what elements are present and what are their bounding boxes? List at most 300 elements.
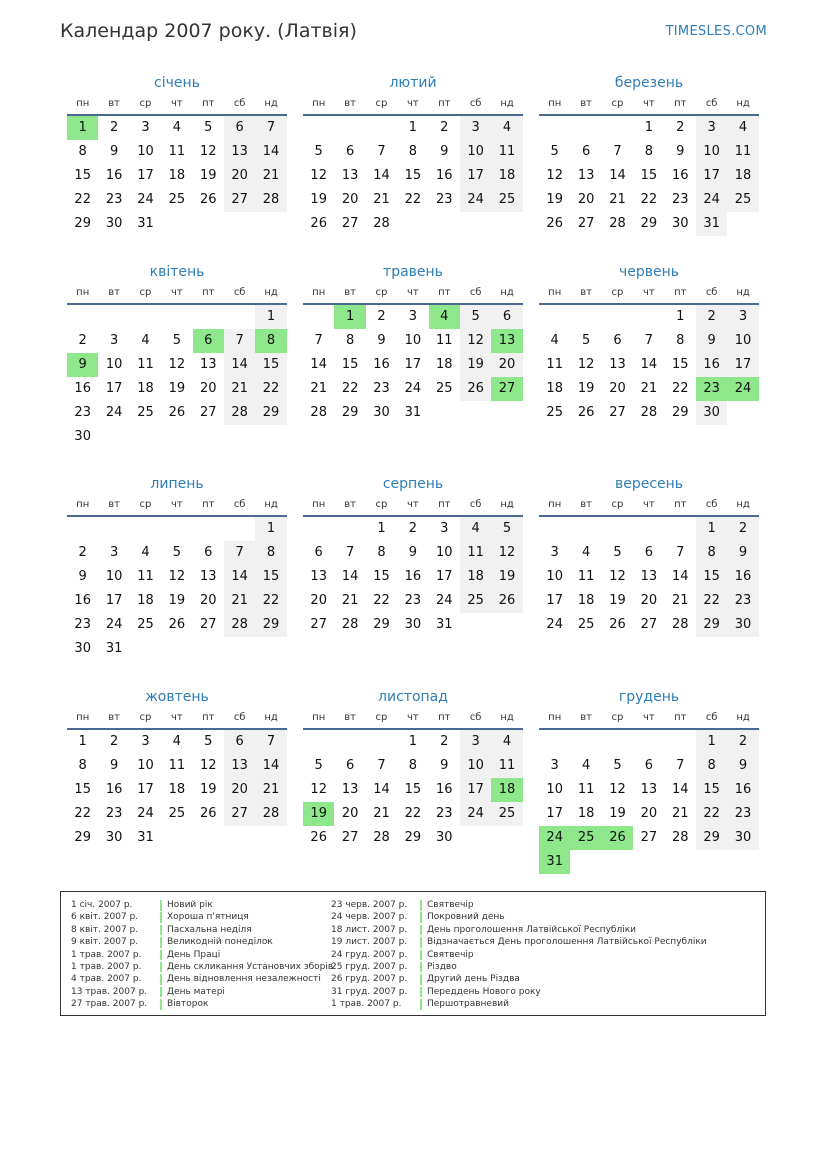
day-cell: 24 — [435, 593, 453, 608]
day-cell: 15 — [404, 782, 422, 797]
day-cell: 21 — [224, 377, 255, 401]
weekday-label: ср — [611, 287, 624, 298]
day-cell: 17 — [105, 593, 123, 608]
day-cell: 28 — [255, 188, 286, 212]
legend-marker — [420, 900, 422, 911]
day-cell: 7 — [676, 545, 685, 560]
weekday-label: пт — [202, 712, 215, 723]
weekday-label: сб — [469, 287, 482, 298]
day-cell: 4 — [581, 758, 591, 773]
day-cell: 6 — [345, 144, 355, 159]
legend-date: 23 черв. 2007 р. — [331, 900, 408, 910]
weekday-label: ср — [139, 499, 152, 510]
empty-cell — [193, 305, 224, 329]
day-cell: 25 — [727, 188, 758, 212]
day-cell: 7 — [255, 730, 286, 754]
day-cell: 26 — [491, 589, 522, 613]
weekday-label: пн — [76, 98, 90, 109]
day-cell: 24 — [404, 381, 422, 396]
day-cell: 19 — [609, 593, 626, 608]
day-cell: 3 — [460, 116, 491, 140]
weekday-label: вт — [580, 712, 592, 723]
legend-row — [331, 899, 681, 911]
day-cell: 8 — [345, 333, 355, 348]
day-cell: 2 — [727, 517, 758, 541]
weekday-label: чт — [407, 712, 419, 723]
weekday-label: вт — [580, 287, 592, 298]
day-cell: 28 — [255, 802, 286, 826]
empty-cell — [539, 116, 570, 140]
day-cell: 18 — [577, 806, 595, 821]
day-cell: 1 — [255, 305, 286, 329]
day-cell: 15 — [640, 168, 658, 183]
day-cell: 22 — [640, 192, 658, 207]
day-cell: 29 — [255, 613, 286, 637]
legend-marker — [420, 925, 422, 936]
day-cell: 9 — [440, 144, 449, 159]
weekday-header — [67, 283, 287, 305]
legend-column-right — [331, 899, 707, 1011]
day-cell: 23 — [435, 192, 453, 207]
day-cell: 13 — [640, 569, 658, 584]
month-2 — [303, 72, 523, 236]
empty-cell — [193, 517, 224, 541]
empty-cell — [303, 517, 334, 541]
day-cell: 1 — [377, 521, 386, 536]
day-cell: 20 — [341, 192, 359, 207]
day-cell: 12 — [491, 541, 522, 565]
day-cell: 21 — [255, 164, 286, 188]
day-cell: 21 — [671, 806, 689, 821]
day-cell: 5 — [581, 333, 591, 348]
day-cell: 12 — [168, 357, 186, 372]
day-cell: 21 — [224, 589, 255, 613]
legend-holiday-name: День матері — [167, 986, 225, 997]
day-cell: 8 — [78, 758, 87, 773]
empty-cell — [602, 305, 633, 329]
empty-cell — [633, 730, 664, 754]
day-cell: 8 — [644, 144, 653, 159]
day-cell: 11 — [577, 569, 595, 584]
day-cell: 13 — [640, 782, 658, 797]
day-cell: 27 — [310, 617, 327, 632]
day-cell: 12 — [609, 782, 626, 797]
day-cell: 16 — [74, 381, 91, 396]
legend-row — [331, 973, 681, 985]
day-cell: 27 — [609, 405, 626, 420]
day-cell: 9 — [109, 144, 119, 159]
weekday-label: ср — [611, 499, 624, 510]
day-cell: 20 — [640, 806, 658, 821]
legend-holiday-name: День скликання Установчих зборів — [167, 961, 334, 972]
day-cell: 9 — [78, 569, 87, 584]
day-cell: 21 — [310, 381, 327, 396]
days-grid — [303, 730, 523, 850]
weekday-header — [539, 283, 759, 305]
day-cell: 5 — [314, 144, 323, 159]
weekday-label: пт — [438, 499, 451, 510]
day-cell: 15 — [74, 782, 91, 797]
legend-holiday-name: Першотравневий — [427, 999, 509, 1010]
day-cell: 10 — [105, 357, 123, 372]
day-cell: 7 — [676, 758, 685, 773]
day-cell: 1 — [255, 517, 286, 541]
day-cell: 22 — [404, 806, 422, 821]
day-cell: 22 — [255, 377, 286, 401]
day-cell: 5 — [613, 545, 622, 560]
empty-cell — [570, 517, 601, 541]
day-cell: 2 — [440, 120, 449, 135]
day-cell: 4 — [172, 120, 181, 135]
weekday-label: сб — [233, 712, 246, 723]
weekday-label: сб — [233, 499, 246, 510]
empty-cell — [130, 517, 161, 541]
day-cell: 29 — [671, 405, 689, 420]
day-cell: 3 — [550, 758, 559, 773]
day-cell: 31 — [404, 405, 422, 420]
day-cell: 1 — [696, 517, 727, 541]
weekday-label: сб — [469, 712, 482, 723]
day-cell: 11 — [577, 782, 595, 797]
day-cell: 16 — [435, 168, 453, 183]
weekday-label: ср — [375, 499, 388, 510]
weekday-label: нд — [264, 499, 278, 510]
month-name: жовтень — [145, 689, 209, 705]
empty-cell — [602, 116, 633, 140]
day-cell: 30 — [74, 429, 91, 444]
day-cell: 25 — [460, 589, 491, 613]
day-cell: 27 — [341, 830, 359, 845]
day-cell: 3 — [460, 730, 491, 754]
empty-cell — [224, 305, 255, 329]
legend-marker — [160, 999, 162, 1010]
day-cell: 22 — [341, 381, 359, 396]
day-cell: 21 — [671, 593, 689, 608]
day-cell: 28 — [310, 405, 327, 420]
weekday-label: вт — [344, 712, 356, 723]
day-cell: 10 — [696, 140, 727, 164]
days-grid — [67, 517, 287, 661]
day-cell: 23 — [727, 589, 758, 613]
weekday-label: нд — [500, 98, 514, 109]
day-cell: 22 — [74, 806, 91, 821]
month-10 — [67, 686, 287, 850]
day-cell: 30 — [696, 401, 727, 425]
day-cell: 14 — [255, 140, 286, 164]
day-cell: 22 — [74, 192, 91, 207]
day-cell: 29 — [696, 613, 727, 637]
day-cell: 18 — [137, 381, 154, 396]
weekday-label: пт — [674, 712, 687, 723]
day-cell: 7 — [314, 333, 323, 348]
day-cell: 5 — [172, 545, 181, 560]
weekday-label: сб — [705, 98, 718, 109]
weekday-label: пт — [674, 499, 687, 510]
day-cell: 20 — [310, 593, 327, 608]
day-cell: 23 — [404, 593, 422, 608]
day-cell: 28 — [224, 401, 255, 425]
day-cell: 4 — [727, 116, 758, 140]
empty-cell — [303, 730, 334, 754]
day-cell: 17 — [105, 381, 123, 396]
day-cell: 5 — [204, 120, 213, 135]
day-cell: 11 — [137, 569, 154, 584]
day-cell: 3 — [408, 309, 417, 324]
day-cell: 20 — [224, 164, 255, 188]
day-cell: 17 — [546, 593, 563, 608]
weekday-label: вт — [344, 287, 356, 298]
day-cell: 1 — [408, 120, 417, 135]
day-cell: 7 — [224, 541, 255, 565]
day-cell: 19 — [491, 565, 522, 589]
legend-marker — [160, 974, 162, 985]
day-cell: 14 — [640, 357, 658, 372]
day-cell: 6 — [644, 758, 653, 773]
day-cell: 16 — [373, 357, 390, 372]
day-cell: 23 — [373, 381, 390, 396]
day-cell: 11 — [168, 758, 186, 773]
day-cell: 18 — [137, 593, 154, 608]
day-cell: 19 — [199, 782, 217, 797]
empty-cell — [570, 116, 601, 140]
holiday-day-cell: 23 — [696, 377, 727, 401]
day-cell: 4 — [550, 333, 559, 348]
day-cell: 4 — [581, 545, 591, 560]
weekday-header — [303, 708, 523, 730]
day-cell: 13 — [341, 168, 359, 183]
legend-date: 19 лист. 2007 р. — [331, 937, 408, 948]
month-9 — [539, 473, 759, 637]
weekday-header — [303, 283, 523, 305]
day-cell: 8 — [377, 545, 386, 560]
month-name: вересень — [614, 476, 684, 492]
day-cell: 23 — [671, 192, 689, 207]
day-cell: 5 — [204, 734, 213, 749]
legend-marker — [160, 912, 162, 923]
empty-cell — [130, 305, 161, 329]
weekday-label: нд — [264, 98, 278, 109]
weekday-header — [67, 708, 287, 730]
weekday-label: чт — [407, 287, 419, 298]
day-cell: 6 — [314, 545, 323, 560]
month-4 — [67, 261, 287, 449]
holiday-day-cell: 9 — [67, 353, 98, 377]
month-name: січень — [154, 75, 200, 91]
weekday-label: вт — [580, 98, 592, 109]
day-cell: 26 — [168, 617, 186, 632]
day-cell: 3 — [696, 116, 727, 140]
legend-row — [331, 936, 707, 948]
weekday-label: нд — [500, 712, 514, 723]
weekday-header — [539, 495, 759, 517]
day-cell: 28 — [373, 830, 390, 845]
day-cell: 31 — [435, 617, 453, 632]
day-cell: 5 — [460, 305, 491, 329]
brand-link[interactable]: TIMESLES.COM — [665, 24, 767, 39]
weekday-label: чт — [643, 499, 655, 510]
weekday-label: пт — [438, 98, 451, 109]
day-cell: 10 — [137, 758, 154, 773]
weekday-header — [303, 495, 523, 517]
day-cell: 16 — [74, 593, 91, 608]
day-cell: 15 — [255, 565, 286, 589]
legend-holiday-name: Святвечір — [427, 949, 474, 960]
day-cell: 18 — [460, 565, 491, 589]
day-cell: 12 — [199, 144, 217, 159]
empty-cell — [570, 730, 601, 754]
weekday-label: пн — [312, 499, 326, 510]
legend-holiday-name: Відзначається День проголошення Латвійської Республіки — [427, 937, 707, 948]
day-cell: 3 — [109, 333, 119, 348]
day-cell: 29 — [373, 617, 390, 632]
day-cell: 27 — [224, 802, 255, 826]
holiday-legend — [60, 891, 766, 1016]
day-cell: 1 — [408, 734, 417, 749]
weekday-label: пт — [202, 98, 215, 109]
legend-holiday-name: Переддень Нового року — [427, 986, 541, 997]
month-8 — [303, 473, 523, 637]
day-cell: 17 — [546, 806, 563, 821]
day-cell: 29 — [74, 830, 91, 845]
weekday-label: нд — [736, 287, 750, 298]
holiday-day-cell: 18 — [491, 778, 522, 802]
day-cell: 19 — [609, 806, 626, 821]
day-cell: 29 — [640, 216, 658, 231]
legend-row — [331, 911, 681, 923]
legend-date: 1 трав. 2007 р. — [71, 961, 142, 972]
day-cell: 18 — [435, 357, 453, 372]
legend-holiday-name: Хороша п'ятниця — [167, 912, 249, 923]
day-cell: 4 — [460, 517, 491, 541]
day-cell: 6 — [204, 545, 213, 560]
legend-holiday-name: День проголошення Латвійської Республіки — [427, 924, 636, 935]
legend-row — [331, 949, 681, 961]
day-cell: 5 — [550, 144, 559, 159]
legend-date: 31 груд. 2007 р. — [331, 986, 408, 997]
day-cell: 23 — [74, 405, 91, 420]
day-cell: 27 — [224, 188, 255, 212]
day-cell: 10 — [460, 140, 491, 164]
empty-cell — [366, 116, 397, 140]
day-cell: 28 — [671, 830, 689, 845]
day-cell: 29 — [341, 405, 359, 420]
legend-marker — [160, 925, 162, 936]
day-cell: 20 — [609, 381, 626, 396]
day-cell: 20 — [199, 593, 217, 608]
day-cell: 23 — [74, 617, 91, 632]
month-name: лютий — [389, 75, 437, 91]
day-cell: 19 — [460, 353, 491, 377]
holiday-day-cell: 31 — [539, 850, 570, 874]
day-cell: 31 — [137, 216, 154, 231]
day-cell: 31 — [137, 830, 154, 845]
legend-marker — [420, 912, 422, 923]
legend-date: 27 трав. 2007 р. — [71, 999, 148, 1010]
day-cell: 15 — [74, 168, 91, 183]
day-cell: 6 — [491, 305, 522, 329]
day-cell: 30 — [74, 641, 91, 656]
day-cell: 5 — [613, 758, 622, 773]
month-3 — [539, 72, 759, 236]
day-cell: 1 — [696, 730, 727, 754]
day-cell: 20 — [577, 192, 595, 207]
legend-holiday-name: Вівторок — [167, 999, 209, 1010]
day-cell: 1 — [78, 734, 87, 749]
day-cell: 9 — [727, 541, 758, 565]
day-cell: 19 — [546, 192, 563, 207]
days-grid — [539, 116, 759, 236]
legend-holiday-name: Великодній понеділок — [167, 937, 273, 948]
day-cell: 28 — [671, 617, 689, 632]
weekday-label: нд — [736, 712, 750, 723]
day-cell: 13 — [310, 569, 327, 584]
day-cell: 4 — [141, 545, 150, 560]
day-cell: 20 — [341, 806, 359, 821]
day-cell: 16 — [435, 782, 453, 797]
weekday-label: ср — [375, 287, 388, 298]
weekday-label: ср — [375, 712, 388, 723]
day-cell: 11 — [435, 333, 453, 348]
day-cell: 9 — [377, 333, 386, 348]
day-cell: 12 — [577, 357, 595, 372]
empty-cell — [366, 730, 397, 754]
month-name: липень — [150, 476, 204, 492]
weekday-label: чт — [643, 287, 655, 298]
day-cell: 2 — [109, 734, 119, 749]
day-cell: 18 — [546, 381, 563, 396]
days-grid — [67, 730, 287, 850]
legend-marker — [420, 937, 422, 948]
legend-holiday-name: Новий рік — [167, 900, 213, 910]
weekday-label: сб — [233, 98, 246, 109]
weekday-label: пт — [202, 499, 215, 510]
day-cell: 8 — [696, 754, 727, 778]
weekday-label: нд — [264, 287, 278, 298]
day-cell: 4 — [172, 734, 181, 749]
day-cell: 16 — [671, 168, 689, 183]
weekday-label: вт — [344, 98, 356, 109]
weekday-label: ср — [611, 712, 624, 723]
legend-date: 24 груд. 2007 р. — [331, 949, 408, 960]
weekday-label: пт — [438, 712, 451, 723]
weekday-label: ср — [375, 98, 388, 109]
legend-date: 18 лист. 2007 р. — [331, 924, 408, 935]
day-cell: 15 — [341, 357, 359, 372]
day-cell: 7 — [613, 144, 622, 159]
weekday-header — [67, 495, 287, 517]
day-cell: 13 — [341, 782, 359, 797]
weekday-label: пн — [76, 287, 90, 298]
day-cell: 4 — [491, 730, 522, 754]
day-cell: 10 — [137, 144, 154, 159]
day-cell: 14 — [341, 569, 359, 584]
empty-cell — [67, 517, 98, 541]
day-cell: 30 — [373, 405, 390, 420]
day-cell: 2 — [676, 120, 685, 135]
legend-holiday-name: День відновлення незалежності — [167, 974, 321, 985]
day-cell: 31 — [696, 212, 727, 236]
day-cell: 26 — [199, 192, 217, 207]
day-cell: 25 — [168, 192, 186, 207]
day-cell: 28 — [224, 613, 255, 637]
holiday-day-cell: 6 — [193, 329, 224, 353]
day-cell: 12 — [546, 168, 563, 183]
day-cell: 2 — [408, 521, 417, 536]
day-cell: 24 — [105, 405, 123, 420]
weekday-label: чт — [407, 98, 419, 109]
day-cell: 30 — [727, 613, 758, 637]
day-cell: 22 — [696, 589, 727, 613]
